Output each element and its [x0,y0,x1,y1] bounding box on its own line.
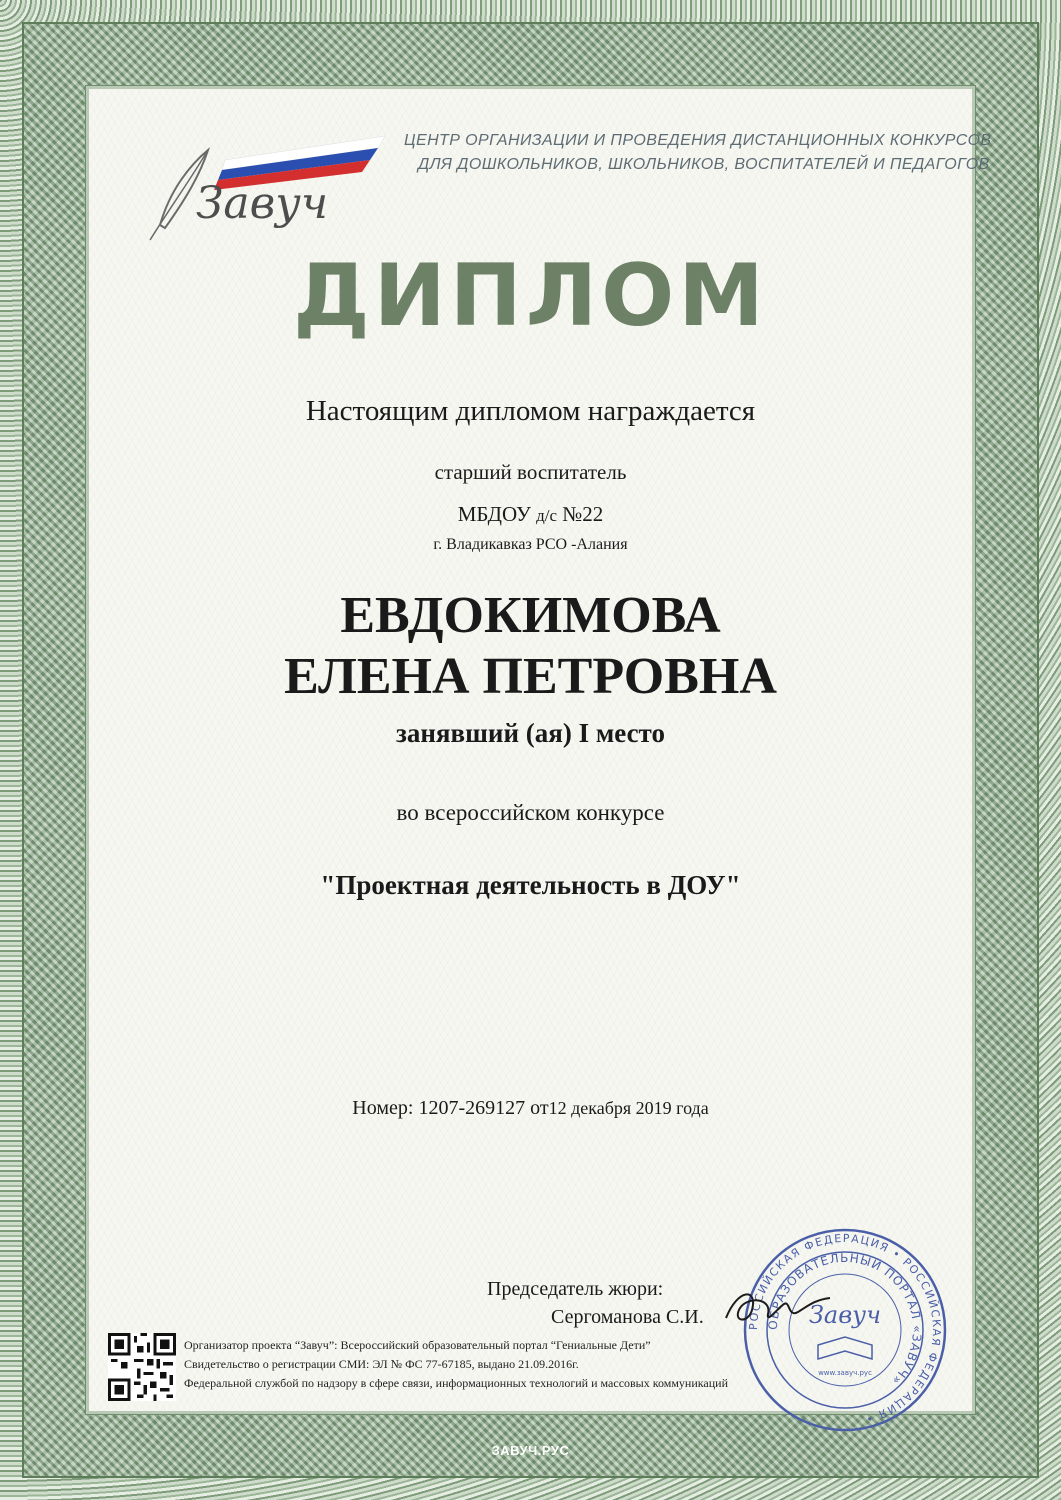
awarded-text: Настоящим дипломом награждается [305,395,756,427]
stamp-outer-text: РОССИЙСКАЯ ФЕДЕРАЦИЯ • РОССИЙСКАЯ ФЕДЕРАЦИЯ • [746,1231,944,1426]
contest-intro: во всероссийском конкурсе [396,800,665,825]
org-number: №22 [562,502,604,526]
jury-label: Председатель жюри: [487,1278,664,1300]
recipient-city: г. Владикавказ РСО -Алания [433,536,628,553]
org-main: МБДОУ [457,502,531,526]
recipient-surname: ЕВДОКИМОВА [340,587,721,644]
number-value: 1207-269127 [418,1097,526,1119]
stamp-inner-text: ОБРАЗОВАТЕЛЬНЫЙ ПОРТАЛ «ЗАВУЧ» [765,1250,925,1389]
award-place: занявший (ая) I место [396,718,665,748]
site-domain: ЗАВУЧ.РУС [491,1443,570,1458]
stamp-bottom-text: www.завуч.рус [818,1369,872,1377]
recipient-organization [86,502,975,527]
jury-name: Сергоманова С.И. [551,1306,704,1328]
footer-authority: Федеральной службой по надзору в сфере связи, информационных технологий и массовых коммуникаций [184,1376,729,1390]
qr-code [108,1333,176,1401]
logo-text: Завуч [196,178,329,229]
header-org-line-1: ЦЕНТР ОРГАНИЗАЦИИ И ПРОВЕДЕНИЯ ДИСТАНЦИОННЫХ КОНКУРСОВ [404,132,992,149]
number-from: от [530,1097,549,1119]
header-org-line-2: ДЛЯ ДОШКОЛЬНИКОВ, ШКОЛЬНИКОВ, ВОСПИТАТЕЛЕЙ И ПЕДАГОГОВ [418,156,990,173]
recipient-position: старший воспитатель [434,460,627,484]
zavuch-logo [130,130,390,250]
diploma-title: ДИПЛОМ [293,246,768,346]
stamp-center-text: Завуч [808,1301,882,1329]
number-date: 12 декабря 2019 года [548,1098,709,1118]
diploma-number [86,1097,975,1120]
org-small: д/с [536,506,557,525]
recipient-given-names: ЕЛЕНА ПЕТРОВНА [284,648,777,705]
number-label: Номер: [352,1097,414,1119]
jury-signature [718,1278,838,1338]
footer-organizer: Организатор проекта “Завуч”: Всероссийский образовательный портал “Гениальные Дети” [184,1338,651,1352]
contest-name: "Проектная деятельность в ДОУ" [320,870,741,900]
footer-registration: Свидетельство о регистрации СМИ: ЭЛ № ФС 77-67185, выдано 21.09.2016г. [184,1357,579,1371]
